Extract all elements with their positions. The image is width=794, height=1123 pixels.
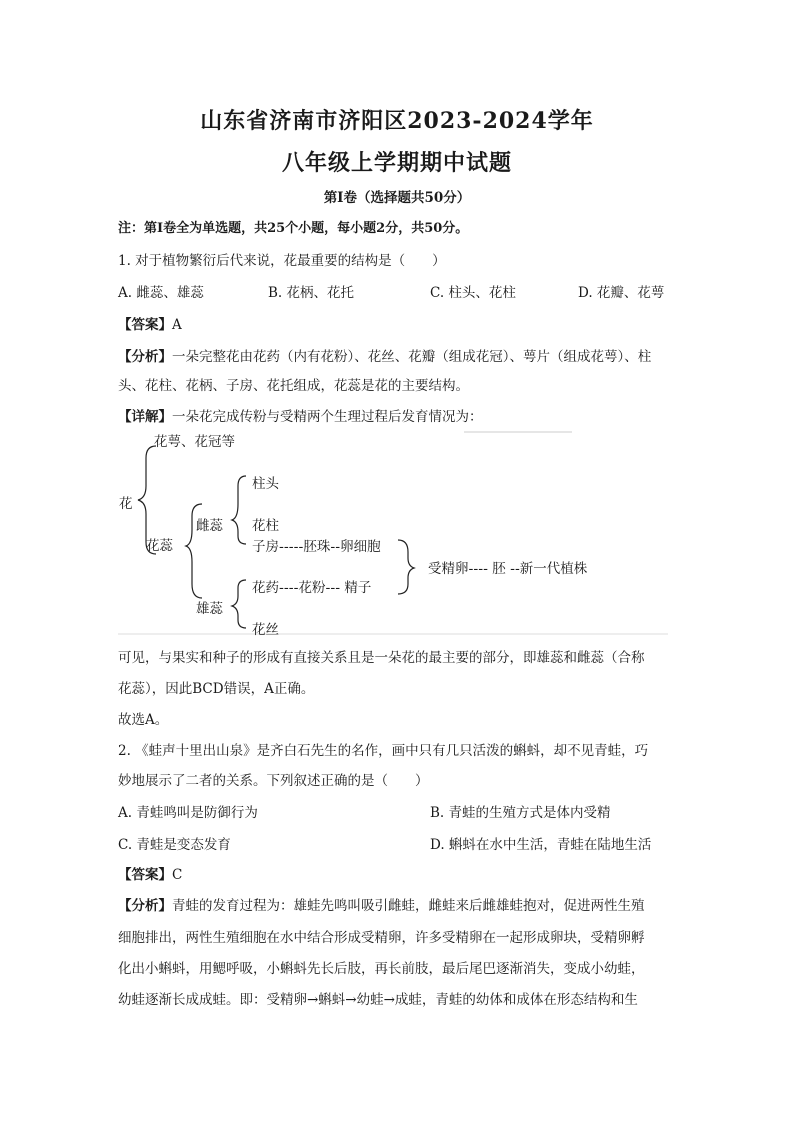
diagram-fertilized-egg: 受精卵---- 胚 --新一代植株	[428, 561, 588, 577]
page-title: 山东省济南市济阳区2023-2024学年	[200, 108, 594, 134]
q1-conclusion-line-2: 花蕊），因此BCD错误，A正确。	[118, 681, 315, 697]
question-2-stem-line-2: 妙地展示了二者的关系。下列叙述正确的是（ ）	[118, 773, 429, 789]
q1-option-a: A. 雌蕊、雄蕊	[118, 285, 204, 301]
diagram-stamen: 雄蕊	[196, 601, 223, 617]
q1-option-d: D. 花瓣、花萼	[578, 285, 665, 301]
question-2-stem-line-1: 2. 《蛙声十里出山泉》是齐白石先生的名作，画中只有几只活泼的蝌蚪，却不见青蛙，巧	[118, 743, 649, 759]
instructions-note: 注：第Ⅰ卷全为单选题，共25个小题，每小题2分，共50分。	[118, 221, 469, 236]
q1-detail: 【详解】一朵花完成传粉与受精两个生理过程后发育情况为：	[118, 409, 483, 425]
diagram-stigma: 柱头	[252, 476, 279, 492]
diagram-anther: 花药----花粉--- 精子	[252, 580, 372, 596]
analysis-tag: 【分析】	[118, 898, 172, 914]
diagram-style: 花柱	[252, 518, 279, 534]
answer-value: C	[172, 867, 183, 883]
q1-conclusion-line-1: 可见，与果实和种子的形成有直接关系且是一朵花的最主要的部分，即雄蕊和雌蕊（合称	[118, 650, 645, 666]
answer-tag: 【答案】	[118, 867, 172, 883]
q2-analysis-line-1: 【分析】青蛙的发育过程为：雄蛙先鸣叫吸引雌蛙，雌蛙来后雌雄蛙抱对，促进两性生殖	[118, 898, 645, 914]
page-subtitle: 八年级上学期期中试题	[281, 150, 512, 176]
q2-answer	[118, 863, 182, 883]
diagram-flower: 花	[119, 496, 133, 512]
q1-option-c: C. 柱头、花柱	[430, 285, 516, 301]
analysis-tag: 【分析】	[118, 349, 172, 365]
q2-option-a: A. 青蛙鸣叫是防御行为	[118, 805, 258, 821]
q1-choose: 故选A。	[118, 712, 169, 728]
q1-analysis-line-2: 头、花柱、花柄、子房、花托组成，花蕊是花的主要结构。	[118, 378, 469, 394]
q2-option-d: D. 蝌蚪在水中生活，青蛙在陆地生活	[430, 837, 652, 853]
answer-value: A	[172, 317, 182, 333]
diagram-stamens-pistils: 花蕊	[146, 538, 173, 554]
detail-tag: 【详解】	[118, 409, 172, 425]
answer-tag: 【答案】	[118, 317, 172, 333]
diagram-filament: 花丝	[252, 622, 279, 638]
q2-analysis-line-2: 细胞排出，两性生殖细胞在水中结合形成受精卵，许多受精卵在一起形成卵块，受精卵孵	[118, 930, 645, 946]
q2-analysis-line-3: 化出小蝌蚪，用鳃呼吸，小蝌蚪先长后肢，再长前肢，最后尾巴逐渐消失，变成小幼蛙，	[118, 961, 645, 977]
section-heading: 第Ⅰ卷（选择题共50分）	[323, 190, 471, 206]
diagram-calyx-corolla: 花萼、花冠等	[154, 434, 235, 450]
q2-option-b: B. 青蛙的生殖方式是体内受精	[430, 805, 611, 821]
diagram-pistil: 雌蕊	[196, 518, 223, 534]
q2-option-c: C. 青蛙是变态发育	[118, 837, 231, 853]
q1-option-b: B. 花柄、花托	[268, 285, 355, 301]
question-1-stem: 1. 对于植物繁衍后代来说，花最重要的结构是（ ）	[118, 253, 446, 269]
q1-analysis-line-1: 【分析】一朵完整花由花药（内有花粉）、花丝、花瓣（组成花冠）、萼片（组成花萼）、柱	[118, 349, 652, 365]
q2-analysis-line-4: 幼蛙逐渐长成成蛙。即：受精卵→蝌蚪→幼蛙→成蛙，青蛙的幼体和成体在形态结构和生	[118, 992, 638, 1008]
diagram-ovary: 子房-----胚珠--卵细胞	[252, 539, 381, 555]
